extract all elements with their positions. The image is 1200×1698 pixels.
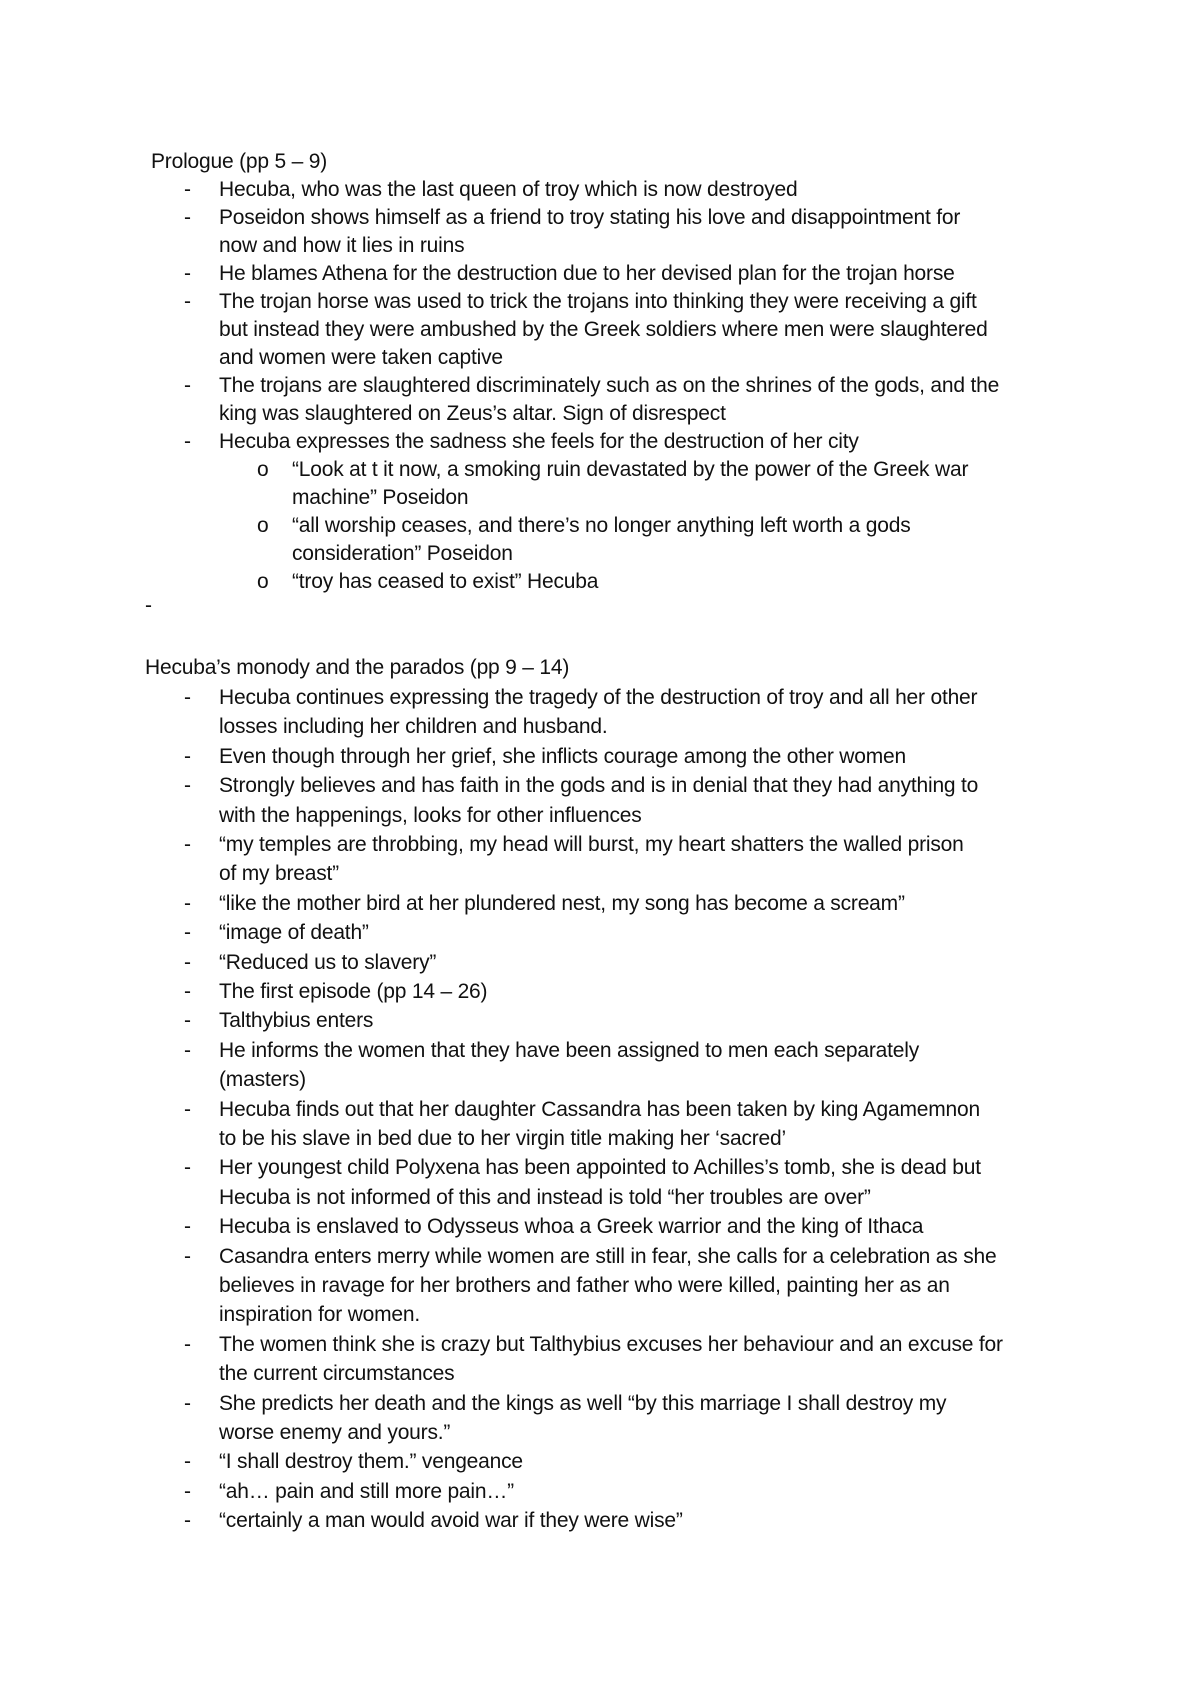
dash-bullet: -: [184, 1156, 191, 1179]
list-item-text: “image of death”: [219, 921, 369, 944]
list-item-text: Casandra enters merry while women are still in fear, she calls for a celebration as she: [219, 1245, 997, 1268]
circle-bullet: o: [257, 570, 269, 593]
dash-bullet: -: [184, 1098, 191, 1121]
dash-bullet: -: [184, 374, 191, 397]
list-item-text: now and how it lies in ruins: [219, 234, 465, 257]
dash-bullet: -: [184, 1392, 191, 1415]
circle-bullet: o: [257, 514, 269, 537]
dash-bullet: -: [184, 951, 191, 974]
sub-list-item-text: machine” Poseidon: [292, 486, 469, 509]
section-heading-monody: Hecuba’s monody and the parados (pp 9 – 14): [145, 656, 570, 679]
list-item-text: but instead they were ambushed by the Greek soldiers where men were slaughtered: [219, 318, 988, 341]
list-item-text: to be his slave in bed due to her virgin title making her ‘sacred’: [219, 1127, 786, 1150]
list-item-text: The women think she is crazy but Talthybius excuses her behaviour and an excuse for: [219, 1333, 1003, 1356]
list-item-text: “ah… pain and still more pain…”: [219, 1480, 514, 1503]
list-item-text: Even though through her grief, she inflicts courage among the other women: [219, 745, 906, 768]
list-item-text: “like the mother bird at her plundered nest, my song has become a scream”: [219, 892, 905, 915]
dash-bullet: -: [184, 745, 191, 768]
list-item-text: losses including her children and husband.: [219, 715, 608, 738]
list-item-text: with the happenings, looks for other influences: [219, 804, 642, 827]
list-item-text: inspiration for women.: [219, 1303, 421, 1326]
list-item-text: Hecuba finds out that her daughter Cassandra has been taken by king Agamemnon: [219, 1098, 980, 1121]
list-item-text: Her youngest child Polyxena has been appointed to Achilles’s tomb, she is dead but: [219, 1156, 981, 1179]
dash-bullet: -: [184, 833, 191, 856]
list-item-text: “Reduced us to slavery”: [219, 951, 437, 974]
dash-bullet: -: [184, 1480, 191, 1503]
dash-bullet: -: [184, 1509, 191, 1532]
list-item-text: “I shall destroy them.” vengeance: [219, 1450, 523, 1473]
dash-bullet: -: [184, 1009, 191, 1032]
sub-list-item-text: consideration” Poseidon: [292, 542, 513, 565]
list-item-text: The first episode (pp 14 – 26): [219, 980, 488, 1003]
list-item-text: believes in ravage for her brothers and father who were killed, painting her as an: [219, 1274, 950, 1297]
dash-bullet: -: [184, 686, 191, 709]
list-item-text: “my temples are throbbing, my head will burst, my heart shatters the walled prison: [219, 833, 964, 856]
list-item-text: The trojans are slaughtered discriminately such as on the shrines of the gods, and the: [219, 374, 1000, 397]
sub-list-item-text: “troy has ceased to exist” Hecuba: [292, 570, 599, 593]
list-item-text: Hecuba is enslaved to Odysseus whoa a Greek warrior and the king of Ithaca: [219, 1215, 924, 1238]
list-item-text: The trojan horse was used to trick the trojans into thinking they were receiving a gift: [219, 290, 977, 313]
list-item-text: Poseidon shows himself as a friend to troy stating his love and disappointment for: [219, 206, 961, 229]
list-item-text: He blames Athena for the destruction due to her devised plan for the trojan horse: [219, 262, 955, 285]
list-item-text: Strongly believes and has faith in the gods and is in denial that they had anything to: [219, 774, 979, 797]
list-item-text: Hecuba expresses the sadness she feels for the destruction of her city: [219, 430, 859, 453]
dash-bullet: -: [184, 206, 191, 229]
sub-list-item-text: “Look at t it now, a smoking ruin devastated by the power of the Greek war: [292, 458, 969, 481]
dash-bullet: -: [184, 178, 191, 201]
sub-list-item-text: “all worship ceases, and there’s no longer anything left worth a gods: [292, 514, 911, 537]
section-heading-prologue: Prologue (pp 5 – 9): [151, 150, 327, 173]
dash-bullet: -: [184, 774, 191, 797]
dash-bullet: -: [184, 1039, 191, 1062]
list-item-text: She predicts her death and the kings as well “by this marriage I shall destroy my: [219, 1392, 947, 1415]
list-item-text: (masters): [219, 1068, 306, 1091]
list-item-text: He informs the women that they have been assigned to men each separately: [219, 1039, 920, 1062]
list-item-text: Hecuba continues expressing the tragedy of the destruction of troy and all her other: [219, 686, 978, 709]
stray-dash: -: [145, 594, 152, 617]
dash-bullet: -: [184, 430, 191, 453]
dash-bullet: -: [184, 1333, 191, 1356]
dash-bullet: -: [184, 892, 191, 915]
dash-bullet: -: [184, 262, 191, 285]
list-item-text: and women were taken captive: [219, 346, 503, 369]
circle-bullet: o: [257, 458, 269, 481]
dash-bullet: -: [184, 1450, 191, 1473]
list-item-text: Talthybius enters: [219, 1009, 374, 1032]
list-item-text: Hecuba, who was the last queen of troy which is now destroyed: [219, 178, 798, 201]
list-item-text: the current circumstances: [219, 1362, 455, 1385]
list-item-text: of my breast”: [219, 862, 339, 885]
list-item-text: worse enemy and yours.”: [219, 1421, 451, 1444]
dash-bullet: -: [184, 980, 191, 1003]
list-item-text: Hecuba is not informed of this and instead is told “her troubles are over”: [219, 1186, 871, 1209]
list-item-text: king was slaughtered on Zeus’s altar. Sign of disrespect: [219, 402, 726, 425]
dash-bullet: -: [184, 1245, 191, 1268]
dash-bullet: -: [184, 921, 191, 944]
dash-bullet: -: [184, 1215, 191, 1238]
list-item-text: “certainly a man would avoid war if they were wise”: [219, 1509, 683, 1532]
dash-bullet: -: [184, 290, 191, 313]
